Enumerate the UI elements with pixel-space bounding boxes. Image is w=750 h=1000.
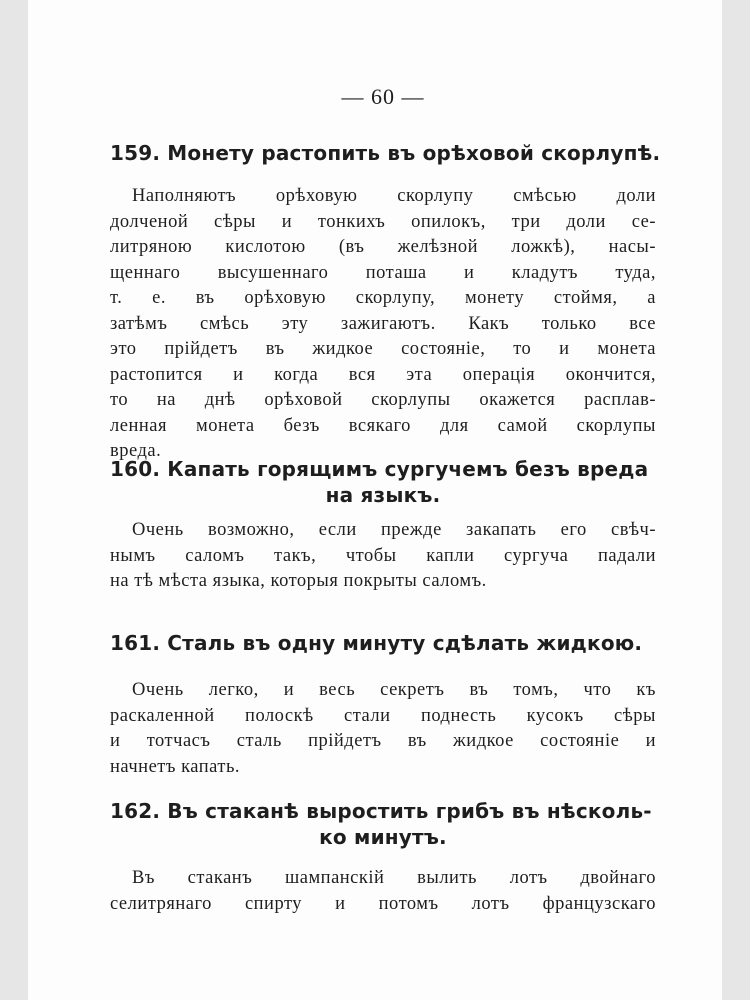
section-text-161 (110, 678, 656, 780)
text-line: Въ стаканъ шампанскій вылить лотъ двойнаго (132, 868, 656, 888)
title-line: 162. Въ стаканѣ выростить грибъ въ нѣсколь- (110, 799, 652, 823)
title-line: на языкъ. (325, 483, 441, 507)
section-title-159 (110, 140, 661, 166)
section-title-160 (110, 456, 656, 508)
title-line: 161. Сталь въ одну минуту сдѣлать жидкою. (110, 631, 643, 655)
text-line: Наполняютъ орѣховую скорлупу смѣсью доли (132, 186, 656, 206)
section-title-161 (110, 630, 656, 656)
text-line: литряною кислотою (въ желѣзной ложкѣ), насы- (110, 237, 656, 257)
text-line: т. е. въ орѣховую скорлупу, монету стоймя, а (110, 288, 656, 308)
section-text-160 (110, 518, 656, 595)
text-line: растопится и когда вся эта операція окончится, (110, 364, 656, 385)
text-line: долченой сѣры и тонкихъ опилокъ, три доли се- (110, 211, 656, 232)
text-line: то на днѣ орѣховой скорлупы окажется расплав- (110, 390, 656, 410)
text-line: и тотчасъ сталь прійдетъ въ жидкое состояніе и (110, 731, 656, 751)
text-line: селитрянаго спирту и потомъ лотъ французскаго (110, 893, 656, 914)
text-line: щеннаго высушеннаго поташа и кладутъ туда, (110, 262, 656, 283)
text-line: Очень легко, и весь секретъ въ томъ, что къ (132, 680, 656, 700)
title-line: ко минутъ. (319, 825, 447, 849)
page-number: — 60 — (341, 84, 425, 109)
text-line: нымъ саломъ такъ, чтобы капли сургуча падали (110, 545, 656, 566)
section-text-159 (110, 184, 656, 465)
text-line: раскаленной полоскѣ стали поднесть кусокъ сѣры (110, 705, 656, 726)
text-line: вреда. (110, 441, 162, 461)
text-line: на тѣ мѣста языка, которыя покрыты саломъ. (110, 571, 487, 591)
section-text-162 (110, 866, 656, 917)
text-line: затѣмъ смѣсь эту зажигаютъ. Какъ только все (110, 313, 656, 334)
title-line: 160. Капать горящимъ сургучемъ безъ вреда (110, 457, 649, 481)
text-line: ленная монета безъ всякаго для самой скорлупы (110, 415, 656, 436)
text-line: это прійдетъ въ жидкое состояніе, то и монета (110, 339, 656, 359)
book-page (28, 0, 722, 1000)
text-line: начнетъ капать. (110, 756, 241, 777)
title-line: 159. Монету растопить въ орѣховой скорлупѣ. (110, 141, 661, 165)
section-title-162 (110, 798, 656, 850)
text-line: Очень возможно, если прежде закапать его свѣч- (132, 520, 656, 540)
